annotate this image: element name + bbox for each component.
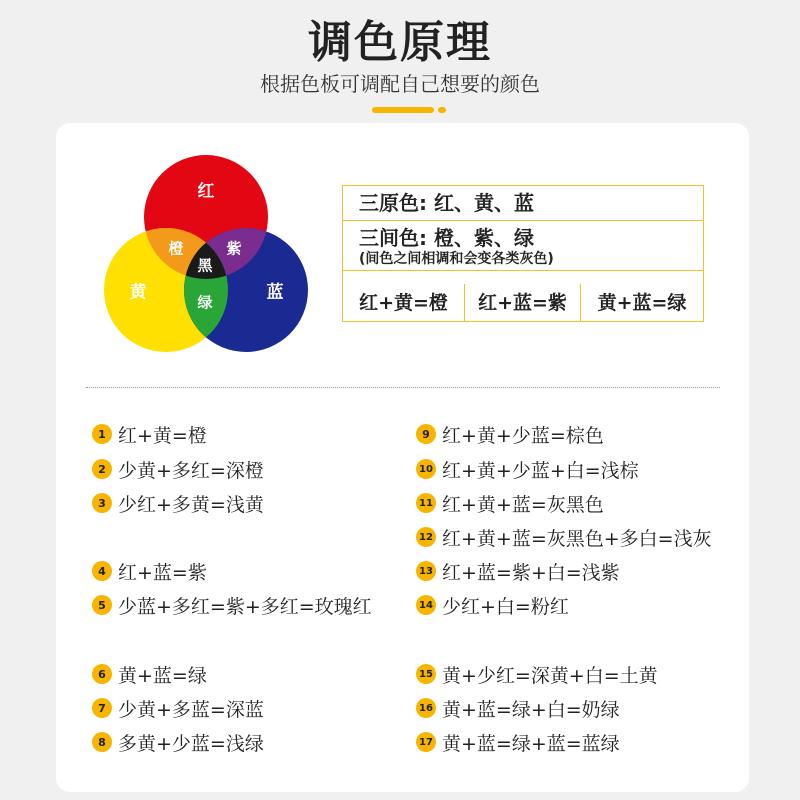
mix-recipe: 红+黄=橙: [118, 424, 207, 447]
number-badge: 9: [416, 424, 436, 444]
dotted-divider: [86, 387, 720, 388]
number-badge: 12: [416, 527, 436, 547]
mix-item-9: [416, 421, 604, 447]
number-badge: 1: [92, 424, 112, 444]
mixing-equations-row: [343, 284, 703, 322]
mix-item-12: [416, 524, 712, 550]
page-subtitle: 根据色板可调配自己想要的颜色: [260, 72, 540, 96]
mix-recipe: 少红+白=粉红: [442, 595, 569, 618]
equation-red-yellow: 红+黄=橙: [343, 284, 465, 322]
number-badge: 10: [416, 459, 436, 479]
number-badge: 13: [416, 561, 436, 581]
number-badge: 16: [416, 698, 436, 718]
number-badge: 7: [92, 698, 112, 718]
number-badge: 6: [92, 664, 112, 684]
equation-yellow-blue: 黄+蓝=绿: [597, 292, 687, 314]
mix-item-8: [92, 729, 264, 755]
secondary-colors-text: 三间色: 橙、紫、绿: [359, 226, 534, 250]
color-venn-diagram: [100, 155, 310, 355]
accent-bar-dot: [438, 107, 446, 113]
mix-item-13: [416, 558, 620, 584]
mix-item-2: [92, 456, 264, 482]
mix-recipe: 少黄+多红=深橙: [118, 459, 264, 482]
mix-item-15: [416, 661, 658, 687]
number-badge: 11: [416, 493, 436, 513]
number-badge: 2: [92, 459, 112, 479]
secondary-colors-note: (间色之间相调和会变各类灰色): [359, 251, 554, 267]
equation-red-blue: 红+蓝=紫: [465, 284, 581, 322]
venn-label-red: 红: [197, 181, 215, 202]
mix-recipe: 黄+蓝=绿+蓝=蓝绿: [442, 732, 620, 755]
mix-item-3: [92, 490, 264, 516]
mix-item-17: [416, 729, 620, 755]
mix-recipe: 黄+少红=深黄+白=土黄: [442, 664, 658, 687]
venn-label-black: 黑: [197, 256, 213, 275]
mix-item-10: [416, 456, 639, 482]
primary-colors-text: 三原色: 红、黄、蓝: [343, 186, 703, 221]
number-badge: 17: [416, 732, 436, 752]
page-title: 调色原理: [308, 17, 492, 68]
mix-item-6: [92, 661, 207, 687]
mix-item-16: [416, 695, 620, 721]
mix-recipe: 红+蓝=紫+白=浅紫: [442, 561, 620, 584]
mix-item-1: [92, 421, 207, 447]
mix-item-5: [92, 592, 372, 618]
number-badge: 8: [92, 732, 112, 752]
mix-recipe: 红+黄+蓝=灰黑色: [442, 493, 604, 516]
mix-recipe: 少蓝+多红=紫+多红=玫瑰红: [118, 595, 372, 618]
mix-recipe: 红+黄+蓝=灰黑色+多白=浅灰: [442, 527, 712, 550]
mix-item-14: [416, 592, 569, 618]
secondary-colors-row: [343, 221, 703, 271]
venn-label-yellow: 黄: [129, 282, 147, 303]
color-theory-table: [342, 185, 704, 322]
mix-item-7: [92, 695, 264, 721]
mix-recipe: 黄+蓝=绿: [118, 664, 207, 687]
number-badge: 3: [92, 493, 112, 513]
number-badge: 14: [416, 595, 436, 615]
number-badge: 4: [92, 561, 112, 581]
venn-label-orange: 橙: [168, 239, 184, 258]
mix-item-11: [416, 490, 604, 516]
mix-recipe: 红+黄+少蓝=棕色: [442, 424, 604, 447]
mix-recipe: 红+黄+少蓝+白=浅棕: [442, 459, 639, 482]
mix-recipe: 黄+蓝=绿+白=奶绿: [442, 698, 620, 721]
mix-recipe: 多黄+少蓝=浅绿: [118, 732, 264, 755]
venn-label-blue: 蓝: [266, 282, 284, 303]
accent-bar-long: [372, 107, 434, 113]
venn-label-purple: 紫: [226, 239, 242, 258]
mix-recipe: 少红+多黄=浅黄: [118, 493, 264, 516]
mix-recipe: 红+蓝=紫: [118, 561, 207, 584]
mix-recipe: 少黄+多蓝=深蓝: [118, 698, 264, 721]
venn-label-green: 绿: [197, 293, 213, 312]
mix-item-4: [92, 558, 207, 584]
number-badge: 5: [92, 595, 112, 615]
number-badge: 15: [416, 664, 436, 684]
